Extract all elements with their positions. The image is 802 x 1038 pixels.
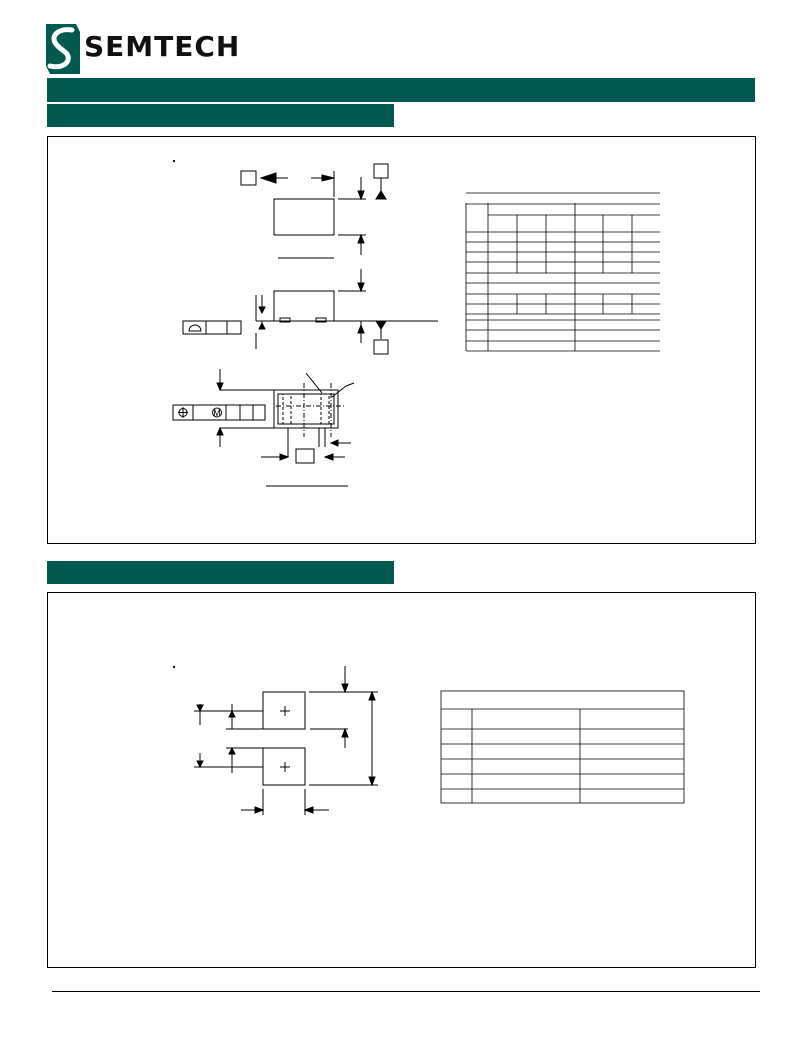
land-pattern-table (441, 691, 684, 803)
flatness-symbol-icon (189, 325, 201, 331)
package-side-view (274, 291, 334, 321)
semtech-s-logo-icon (46, 24, 80, 74)
flatness-control-frame (183, 321, 241, 334)
land-pattern-drawing (48, 593, 755, 967)
datum-a-box (374, 164, 388, 178)
dimensions-table (466, 193, 660, 351)
package-top-view (274, 199, 334, 235)
package-bottom-view (274, 390, 338, 428)
section-header-outline-dimensions (47, 104, 394, 127)
position-symbol-icon (178, 407, 188, 418)
outline-drawing (48, 137, 755, 543)
outline-drawing-frame (47, 136, 756, 544)
brand-wordmark: SEMTECH (84, 30, 241, 63)
section-header-land-pattern (47, 561, 394, 584)
land-pattern-frame (47, 592, 756, 968)
datum-c-box (374, 340, 388, 354)
mmc-letter: M (213, 408, 221, 418)
footer-rule (52, 991, 760, 992)
datum-b-box (241, 171, 256, 185)
header-band (47, 78, 755, 102)
